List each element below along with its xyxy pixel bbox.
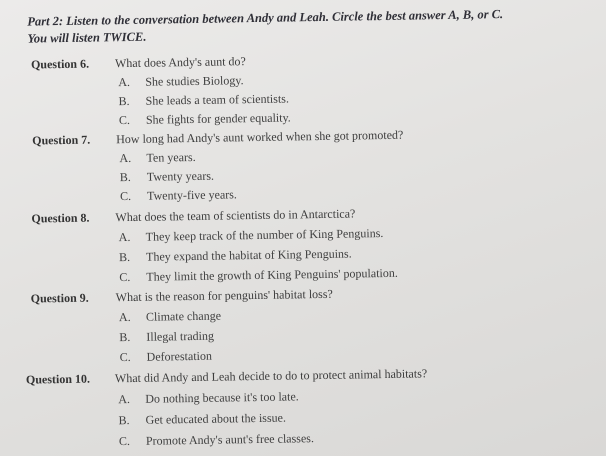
question-8-text: What does the team of scientists do in Antarctica? — [115, 206, 356, 225]
option-letter: B. — [119, 329, 131, 345]
option-text: She leads a team of scientists. — [145, 91, 289, 108]
option-text: Climate change — [145, 308, 222, 324]
option-text: She studies Biology. — [145, 73, 244, 89]
option-text: Ten years. — [146, 149, 196, 165]
instructions-line-1: Part 2: Listen to the conversation between Andy and Leah. Circle the best answer A, B, or C. — [27, 7, 504, 29]
option-letter: B. — [118, 249, 131, 265]
question-7-label: Question 7. — [32, 132, 91, 148]
instructions-line-2: You will listen TWICE. — [27, 29, 147, 46]
option-text: They keep track of the number of King Penguins. — [145, 226, 384, 244]
question-8-label: Question 8. — [31, 210, 90, 226]
option-letter: B. — [119, 169, 131, 185]
question-7 — [2, 124, 606, 149]
question-10-label: Question 10. — [25, 371, 91, 387]
option-text: Twenty-five years. — [146, 187, 237, 203]
option-letter: C. — [118, 434, 131, 449]
option-text: Do nothing because it's too late. — [145, 389, 299, 406]
question-10 — [6, 363, 606, 388]
option-text: Promote Andy's aunt's free classes. — [145, 431, 314, 448]
question-6-label: Question 6. — [30, 56, 90, 72]
question-6-text: What does Andy's aunt do? — [114, 54, 246, 71]
question-8 — [3, 202, 606, 227]
option-text: She fights for gender equality. — [145, 110, 291, 127]
question-9-label: Question 9. — [30, 290, 89, 306]
option-text: They expand the habitat of King Penguins. — [145, 246, 352, 264]
option-text: They limit the growth of King Penguins' population. — [146, 265, 398, 284]
option-letter: C. — [119, 349, 131, 365]
question-10-text: What did Andy and Leah decide to do to protect animal habitats? — [114, 366, 428, 386]
option-text: Twenty years. — [146, 168, 215, 184]
option-letter: A. — [119, 150, 132, 166]
option-letter: B. — [118, 413, 130, 428]
option-letter: C. — [119, 188, 132, 204]
question-9-text: What is the reason for penguins' habitat loss? — [115, 286, 333, 305]
option-letter: B. — [118, 93, 130, 109]
option-text: Illegal trading — [146, 328, 215, 344]
option-letter: A. — [118, 74, 131, 90]
question-9 — [5, 282, 606, 307]
option-letter: A. — [118, 309, 131, 325]
question-7-text: How long had Andy's aunt worked when she got promoted? — [116, 127, 404, 147]
option-text: Deforestation — [146, 348, 213, 364]
option-letter: A. — [118, 392, 131, 407]
option-letter: C. — [119, 269, 131, 285]
question-6 — [1, 48, 606, 73]
option-letter: A. — [118, 229, 131, 245]
option-text: Get educated about the issue. — [145, 410, 287, 427]
part-instructions — [27, 4, 606, 47]
option-letter: C. — [118, 112, 131, 128]
